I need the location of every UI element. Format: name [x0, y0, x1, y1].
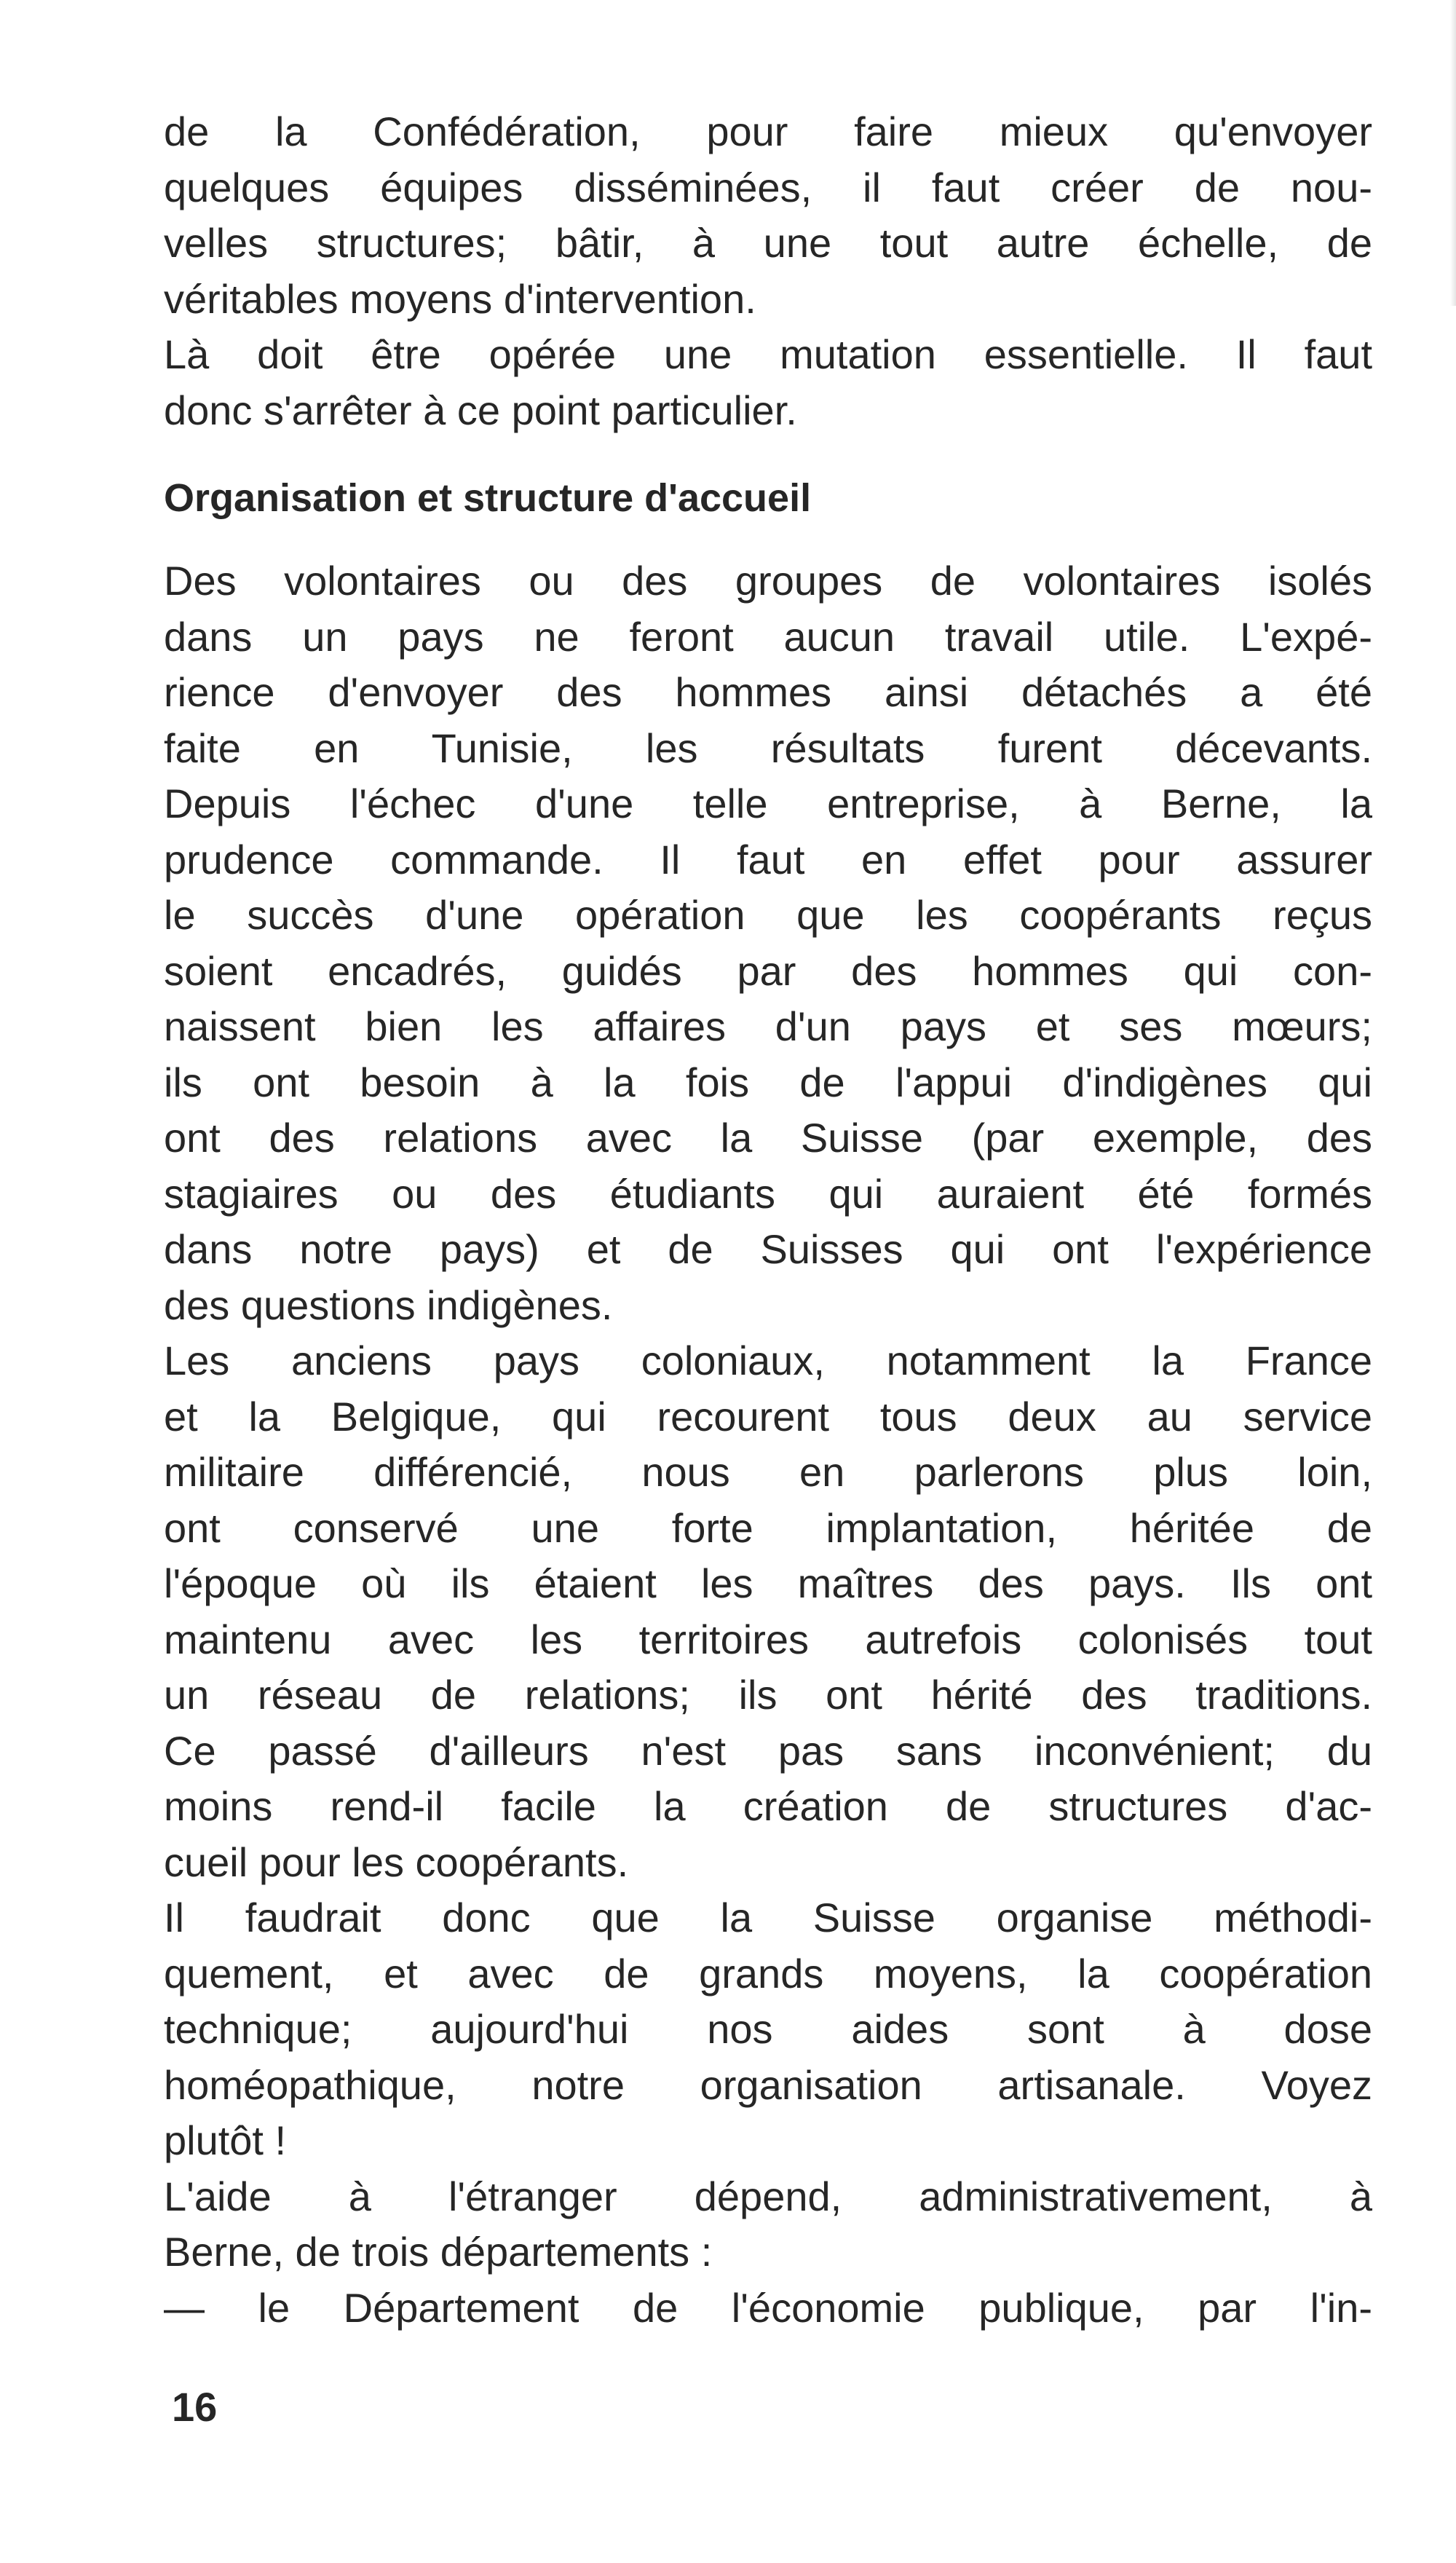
text-line: Berne, de trois départements :: [164, 2229, 713, 2275]
text-line: militaire différencié, nous en parlerons plus loin,: [164, 1449, 1372, 1495]
text-line: rience d'envoyer des hommes ainsi détachés a été: [164, 669, 1372, 715]
text-line: un réseau de relations; ils ont hérité des traditions.: [164, 1672, 1372, 1718]
text-line: soient encadrés, guidés par des hommes qui con-: [164, 947, 1372, 994]
text-line: quelques équipes disséminées, il faut créer de nou-: [164, 164, 1372, 210]
text-line: ont conservé une forte implantation, héritée de: [164, 1504, 1372, 1551]
text-line: Des volontaires ou des groupes de volontaires isolés: [164, 558, 1372, 604]
text-line: homéopathique, notre organisation artisanale. Voyez: [164, 2061, 1372, 2108]
text-line: véritables moyens d'intervention.: [164, 275, 756, 322]
text-line: quement, et avec de grands moyens, la coopération: [164, 1950, 1372, 1997]
text-line: Il faudrait donc que la Suisse organise méthodi-: [164, 1895, 1372, 1940]
text-line: stagiaires ou des étudiants qui auraient été formés: [164, 1170, 1372, 1217]
paragraph-pays-coloniaux: [164, 1333, 1372, 1890]
text-line: et la Belgique, qui recourent tous deux au service: [164, 1393, 1372, 1440]
text-line: Depuis l'échec d'une telle entreprise, à Berne, la: [164, 781, 1372, 826]
text-line: naissent bien les affaires d'un pays et ses mœurs;: [164, 1003, 1372, 1049]
text-line: maintenu avec les territoires autrefois colonisés tout: [164, 1616, 1372, 1662]
section-heading: Organisation et structure d'accueil: [164, 476, 812, 520]
text-line: velles structures; bâtir, à une tout autre échelle, de: [164, 220, 1372, 266]
text-line: — le Département de l'économie publique, par l'in-: [164, 2284, 1372, 2331]
text-line: faite en Tunisie, les résultats furent décevants.: [164, 724, 1372, 771]
text-line: Là doit être opérée une mutation essentielle. Il faut: [164, 331, 1372, 377]
text-line: Les anciens pays coloniaux, notamment la France: [164, 1338, 1372, 1383]
text-line: ont des relations avec la Suisse (par exemple, des: [164, 1115, 1372, 1161]
text-line: L'aide à l'étranger dépend, administrativement, à: [164, 2173, 1372, 2219]
paragraph-suisse-organise: [164, 1890, 1372, 2169]
text-line: technique; aujourd'hui nos aides sont à dose: [164, 2006, 1372, 2052]
text-line: donc s'arrêter à ce point particulier.: [164, 387, 797, 433]
text-line: moins rend-il facile la création de structures d'ac-: [164, 1783, 1372, 1829]
text-line: de la Confédération, pour faire mieux qu'envoyer: [164, 108, 1372, 154]
paragraph-volontaires: [164, 553, 1372, 1333]
text-line: Ce passé d'ailleurs n'est pas sans inconvénient; du: [164, 1727, 1372, 1774]
text-line: ils ont besoin à la fois de l'appui d'indigènes qui: [164, 1059, 1372, 1105]
paragraph-mutation: [164, 327, 1372, 438]
page-edge-shadow: [1450, 0, 1456, 306]
text-line: le succès d'une opération que les coopérants reçus: [164, 892, 1372, 938]
paragraph-aide-etranger: [164, 2169, 1372, 2337]
text-line: l'époque où ils étaient les maîtres des pays. Ils ont: [164, 1560, 1372, 1606]
text-line: dans notre pays) et de Suisses qui ont l'expérience: [164, 1226, 1372, 1272]
page-number: 16: [172, 2384, 218, 2430]
text-line: cueil pour les coopérants.: [164, 1839, 629, 1885]
text-line: prudence commande. Il faut en effet pour assurer: [164, 836, 1372, 882]
text-line: dans un pays ne feront aucun travail utile. L'expé-: [164, 613, 1372, 660]
text-line: des questions indigènes.: [164, 1282, 613, 1328]
text-line: plutôt !: [164, 2117, 287, 2163]
paragraph-continuation: [164, 104, 1372, 327]
text-column: [164, 104, 1372, 2336]
